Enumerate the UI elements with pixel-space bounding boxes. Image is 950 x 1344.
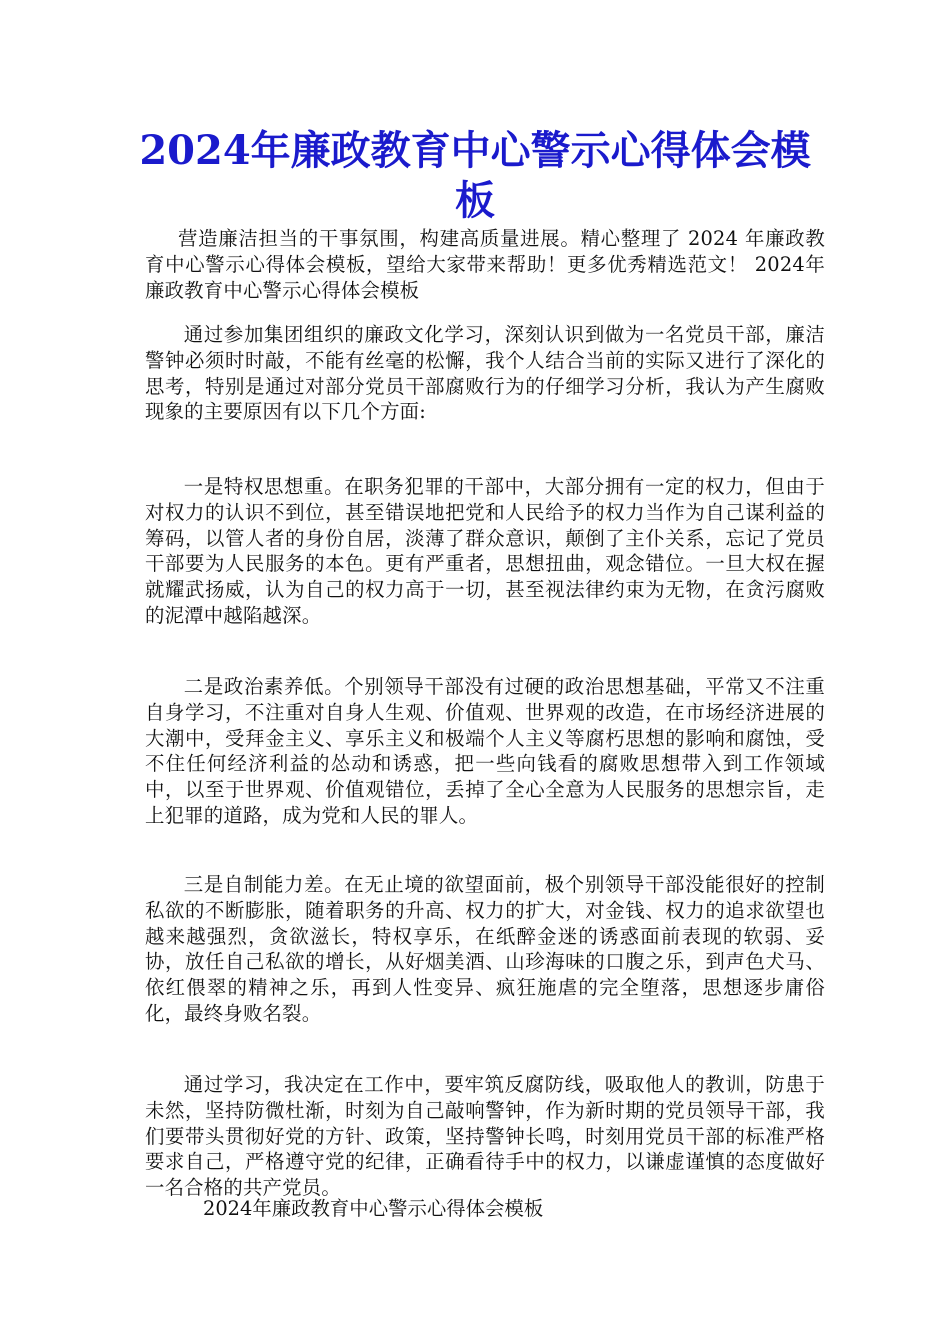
- document-title: 2024年廉政教育中心警示心得体会模板: [139, 127, 811, 224]
- paragraph-3: 二是政治素养低。个别领导干部没有过硬的政治思想基础，平常又不注重自身学习，不注重对自身人生观、价值观、世界观的改造，在市场经济进展的大潮中，受拜金主义、享乐主义和极端个人主义等腐朽思想的影响和腐蚀，受不住任何经济利益的怂动和诱惑，把一些向钱看的腐败思想带入到工作领域中，以至于世界观、价值观错位，丢掉了全心全意为人民服务的思想宗旨，走上犯罪的道路，成为党和人民的罪人。: [145, 675, 825, 827]
- footer-title-line: 2024年廉政教育中心警示心得体会模板: [203, 1197, 544, 1220]
- intro-paragraph: 营造廉洁担当的干事氛围，构建高质量进展。精心整理了 2024 年廉政教育中心警示心得体会模板，望给大家带来帮助！更多优秀精选范文！ 2024年廉政教育中心警示心得体会模板: [145, 227, 825, 302]
- paragraph-1: 通过参加集团组织的廉政文化学习，深刻认识到做为一名党员干部，廉洁警钟必须时时敲，不能有丝毫的松懈，我个人结合当前的实际又进行了深化的思考，特别是通过对部分党员干部腐败行为的仔细学习分析，我认为产生腐败现象的主要原因有以下几个方面:: [145, 323, 825, 424]
- paragraph-5: 通过学习，我决定在工作中，要牢筑反腐防线，吸取他人的教训，防患于未然，坚持防微杜渐，时刻为自己敲响警钟，作为新时期的党员领导干部，我们要带头贯彻好党的方针、政策，坚持警钟长鸣，时刻用党员干部的标准严格要求自己，严格遵守党的纪律，正确看待手中的权力，以谦虚谨慎的态度做好一名合格的共产党员。: [145, 1073, 825, 1200]
- paragraph-4: 三是自制能力差。在无止境的欲望面前，极个别领导干部没能很好的控制私欲的不断膨胀，随着职务的升高、权力的扩大，对金钱、权力的追求欲望也越来越强烈，贪欲滋长，特权享乐，在纸醉金迷的诱惑面前表现的软弱、妥协，放任自己私欲的增长，从好烟美酒、山珍海味的口腹之乐，到声色犬马、依红偎翠的精神之乐，再到人性变异、疯狂施虐的完全堕落，思想逐步庸俗化，最终身败名裂。: [145, 873, 825, 1025]
- paragraph-2: 一是特权思想重。在职务犯罪的干部中，大部分拥有一定的权力，但由于对权力的认识不到位，甚至错误地把党和人民给予的权力当作为自己谋利益的筹码，以管人者的身份自居，淡薄了群众意识，颠倒了主仆关系，忘记了党员干部要为人民服务的本色。更有严重者，思想扭曲，观念错位。一旦大权在握就耀武扬威，认为自己的权力高于一切，甚至视法律约束为无物，在贪污腐败的泥潭中越陷越深。: [145, 475, 825, 627]
